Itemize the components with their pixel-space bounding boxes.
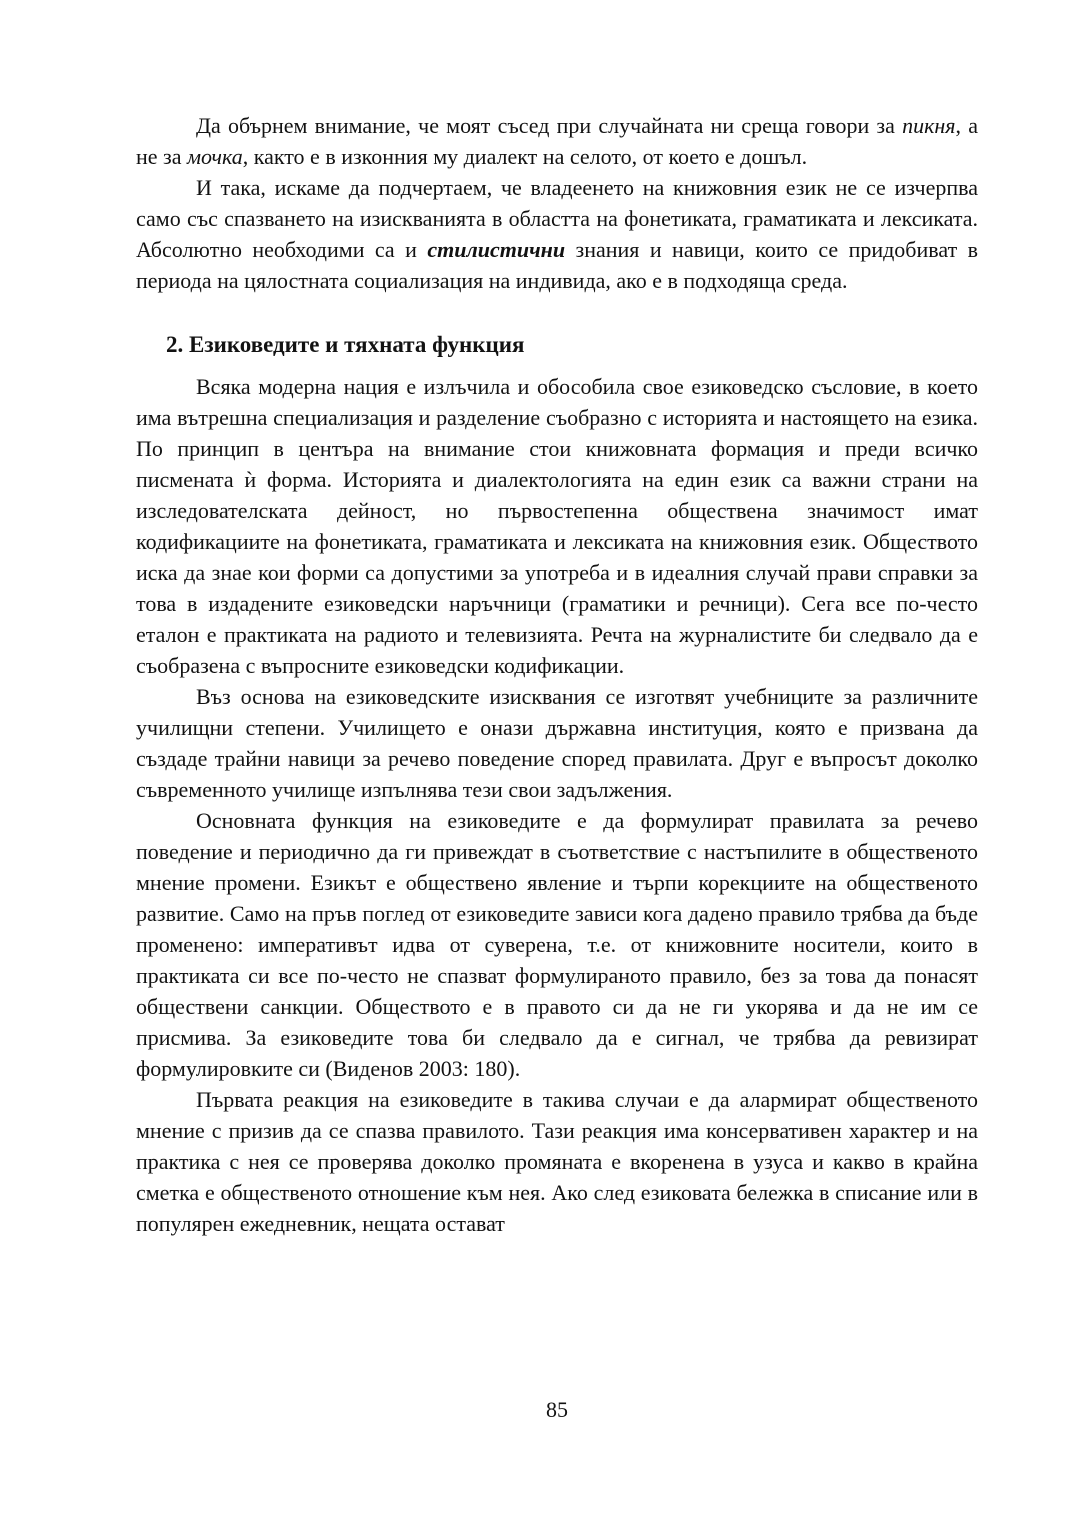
text-run: , както е в изконния му диалект на селото, от което е дошъл. [242,144,808,169]
text-run-emphasis: мочка [187,144,243,169]
text-run: И така, искаме да подчертаем, че владеенето на книжовния език не се изчерпва само със спазването на изискванията в областта на фонетиката, граматиката и лексиката. Абсолютно необходими са и [136,175,978,262]
text-run: знания и навици, които се придобиват в периода на цялостната социализация на индивида, ако е в подходяща среда. [136,237,978,293]
page-number: 85 [546,1397,568,1422]
text-run: Да обърнем внимание, че моят съсед при случайната ни среща говори за [196,113,903,138]
text-run-emphasis: пикня [902,113,956,138]
text-run: Въз основа на езиковедските изисквания се изготвят учебниците за различните училищни степени. Училището е онази държавна институция, която е призвана да създаде трайни навици за речево поведение според правилата. Друг е въпросът доколко съвременното училище изпълнява тези свои задължения. [136,684,978,802]
text-run: Основната функция на езиковедите е да формулират правилата за речево поведение и периодично да ги привеждат в съответствие с настъпилите в общественото мнение промени. Езикът е обществено явление и търпи корекциите на общественото развитие. Само на пръв поглед от езиковедите зависи кога дадено правило трябва да бъде променено: императивът идва от суверена, т.е. от книжовните носители, които в практиката си все по-често не спазват формулираното правило, без за това да понасят обществени санкции. Обществото е в правото си да не ги укорява и да не им се присмива. За езиковедите това би следвало да е сигнал, че трябва да ревизират формулировките си (Виденов 2003: 180). [136,808,978,1081]
paragraph [136,110,978,172]
paragraph [136,172,978,296]
text-block [136,110,978,1239]
section-heading: 2. Езиковедите и тяхната функция [166,332,525,357]
text-run-emphasis: стилистични [427,237,566,262]
paragraph [136,681,978,805]
paragraph [136,805,978,1084]
text-run: , а не за [136,113,978,169]
text-run: Първата реакция на езиковедите в такива случаи е да алармират общественото мнение с призив да се спазва правилото. Тази реакция има консервативен характер и на практика с нея се проверява доколко промяната е вкоренена в узуса и какво в крайна сметка е общественото отношение към нея. Ако след езиковата бележка в списание или в популярен ежедневник, нещата остават [136,1087,978,1236]
paragraph [136,371,978,681]
text-run: Всяка модерна нация е излъчила и обособила свое езиковедско съсловие, в което има вътрешна специализация и разделение съобразно с историята и настоящето на езика. По принцип в центъра на внимание стои книжовната формация и преди всичко писмената ѝ форма. Историята и диалектологията на един език са важни страни на изследователската дейност, но първостепенна обществена значимост имат кодификациите на фонетиката, граматиката и лексиката на книжовния език. Обществото иска да знае кои форми са допустими за употреба и в идеалния случай прави справки за това в издадените езиковедски наръчници (граматики и речници). Сега все по-често еталон е практиката на радиото и телевизията. Речта на журналистите би следвало да е съобразена с въпросните езиковедски кодификации. [136,374,978,678]
paragraph [136,1084,978,1239]
